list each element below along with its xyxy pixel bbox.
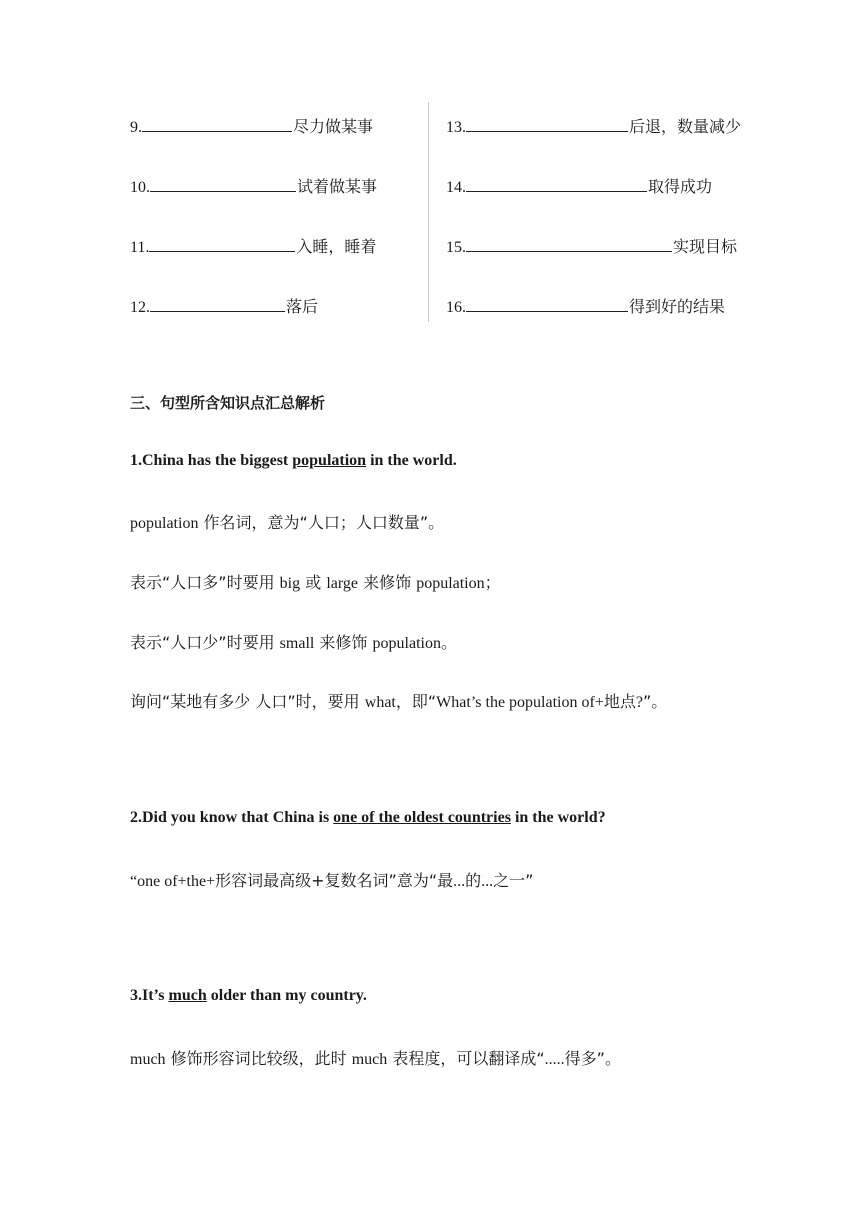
vocabulary-table — [130, 100, 770, 322]
item-meaning: 落后 — [286, 297, 319, 316]
sentence-text: 3.It’s — [130, 987, 169, 1004]
answer-blank[interactable] — [149, 235, 295, 252]
english-term: What’s the population of+ — [436, 694, 604, 711]
english-term: large — [326, 575, 358, 592]
answer-blank[interactable] — [142, 115, 292, 132]
vocab-item — [130, 175, 377, 199]
column-divider — [428, 102, 429, 322]
chinese-text: 询问“某地有多少 人口”时，要用 — [130, 692, 365, 711]
item-meaning: 尽力做某事 — [293, 117, 374, 136]
vocab-item — [130, 295, 318, 319]
item-number: 11. — [130, 239, 150, 256]
english-term: ? — [635, 694, 643, 711]
english-term: ... — [453, 873, 466, 890]
chinese-text: 表程度，可以翻译成“ — [387, 1049, 545, 1068]
english-term: ..... — [544, 1051, 565, 1068]
item-meaning: 试着做某事 — [297, 177, 378, 196]
sentence-text: in the world? — [510, 809, 606, 826]
item-meaning: 取得成功 — [648, 177, 713, 196]
vocab-item — [446, 115, 741, 139]
explanation-line — [130, 570, 501, 593]
chinese-text: 修饰形容词比较级，此时 — [165, 1049, 352, 1068]
chinese-text: ，即“ — [395, 692, 437, 711]
chinese-text: 来修饰 — [314, 633, 373, 652]
explanation-line — [130, 630, 457, 653]
answer-blank[interactable] — [150, 175, 296, 192]
chinese-text: ”。 — [642, 692, 668, 711]
item-number: 15. — [446, 239, 466, 256]
vocab-item — [446, 235, 737, 259]
item-meaning: 得到好的结果 — [629, 297, 726, 316]
english-term: population — [372, 635, 441, 652]
item-number: 13. — [446, 119, 466, 136]
chinese-text: 得多”。 — [564, 1049, 621, 1068]
item-number: 14. — [446, 179, 466, 196]
explanation-line — [130, 689, 667, 712]
vocab-item — [130, 115, 373, 139]
english-term: population — [416, 575, 485, 592]
chinese-text: 表示“人口少”时要用 — [130, 633, 280, 652]
explanation-line — [130, 510, 444, 533]
item-number: 10. — [130, 179, 150, 196]
item-meaning: 入睡，睡着 — [296, 237, 377, 256]
item-meaning: 后退，数量减少 — [629, 117, 742, 136]
vocab-item — [130, 235, 376, 259]
sentence-text: 1.China has the biggest — [130, 452, 293, 469]
example-sentence-3 — [130, 987, 367, 1005]
chinese-text: 表示“人口多”时要用 — [130, 573, 280, 592]
answer-blank[interactable] — [466, 235, 672, 252]
chinese-text: 。 — [440, 633, 457, 652]
chinese-text: 作名词，意为“人口；人口数量”。 — [198, 513, 445, 532]
english-term: “one of+the+ — [130, 873, 216, 890]
english-term: ... — [481, 873, 494, 890]
key-phrase: one of the oldest countries — [333, 809, 511, 826]
vocab-item — [446, 175, 712, 199]
sentence-text: 2.Did you know that China is — [130, 809, 334, 826]
answer-blank[interactable] — [466, 295, 628, 312]
key-phrase: much — [168, 987, 207, 1004]
english-term: population — [130, 515, 199, 532]
item-number: 16. — [446, 299, 466, 316]
example-sentence-1 — [130, 452, 457, 470]
english-term: much — [351, 1051, 388, 1068]
explanation-line — [130, 868, 533, 891]
item-meaning: 实现目标 — [673, 237, 738, 256]
chinese-text: 地点 — [603, 692, 636, 711]
sentence-text: older than my country. — [206, 987, 367, 1004]
english-term: big — [279, 575, 301, 592]
chinese-text: 的 — [465, 871, 482, 890]
section-title: 三、句型所含知识点汇总解析 — [130, 394, 326, 412]
answer-blank[interactable] — [466, 175, 647, 192]
item-number: 9. — [130, 119, 142, 136]
vocab-item — [446, 295, 725, 319]
key-phrase: population — [292, 452, 367, 469]
explanation-line — [130, 1046, 621, 1069]
chinese-text: 形容词最高级+复数名词”意为“最 — [215, 871, 454, 890]
english-term: small — [279, 635, 315, 652]
english-term: what — [364, 694, 396, 711]
example-sentence-2 — [130, 809, 606, 827]
english-term: much — [130, 1051, 166, 1068]
answer-blank[interactable] — [466, 115, 628, 132]
sentence-text: in the world. — [366, 452, 457, 469]
chinese-text: 或 — [300, 573, 327, 592]
answer-blank[interactable] — [150, 295, 285, 312]
chinese-text: ； — [484, 573, 501, 592]
item-number: 12. — [130, 299, 150, 316]
chinese-text: 之一” — [493, 871, 534, 890]
chinese-text: 来修饰 — [358, 573, 417, 592]
